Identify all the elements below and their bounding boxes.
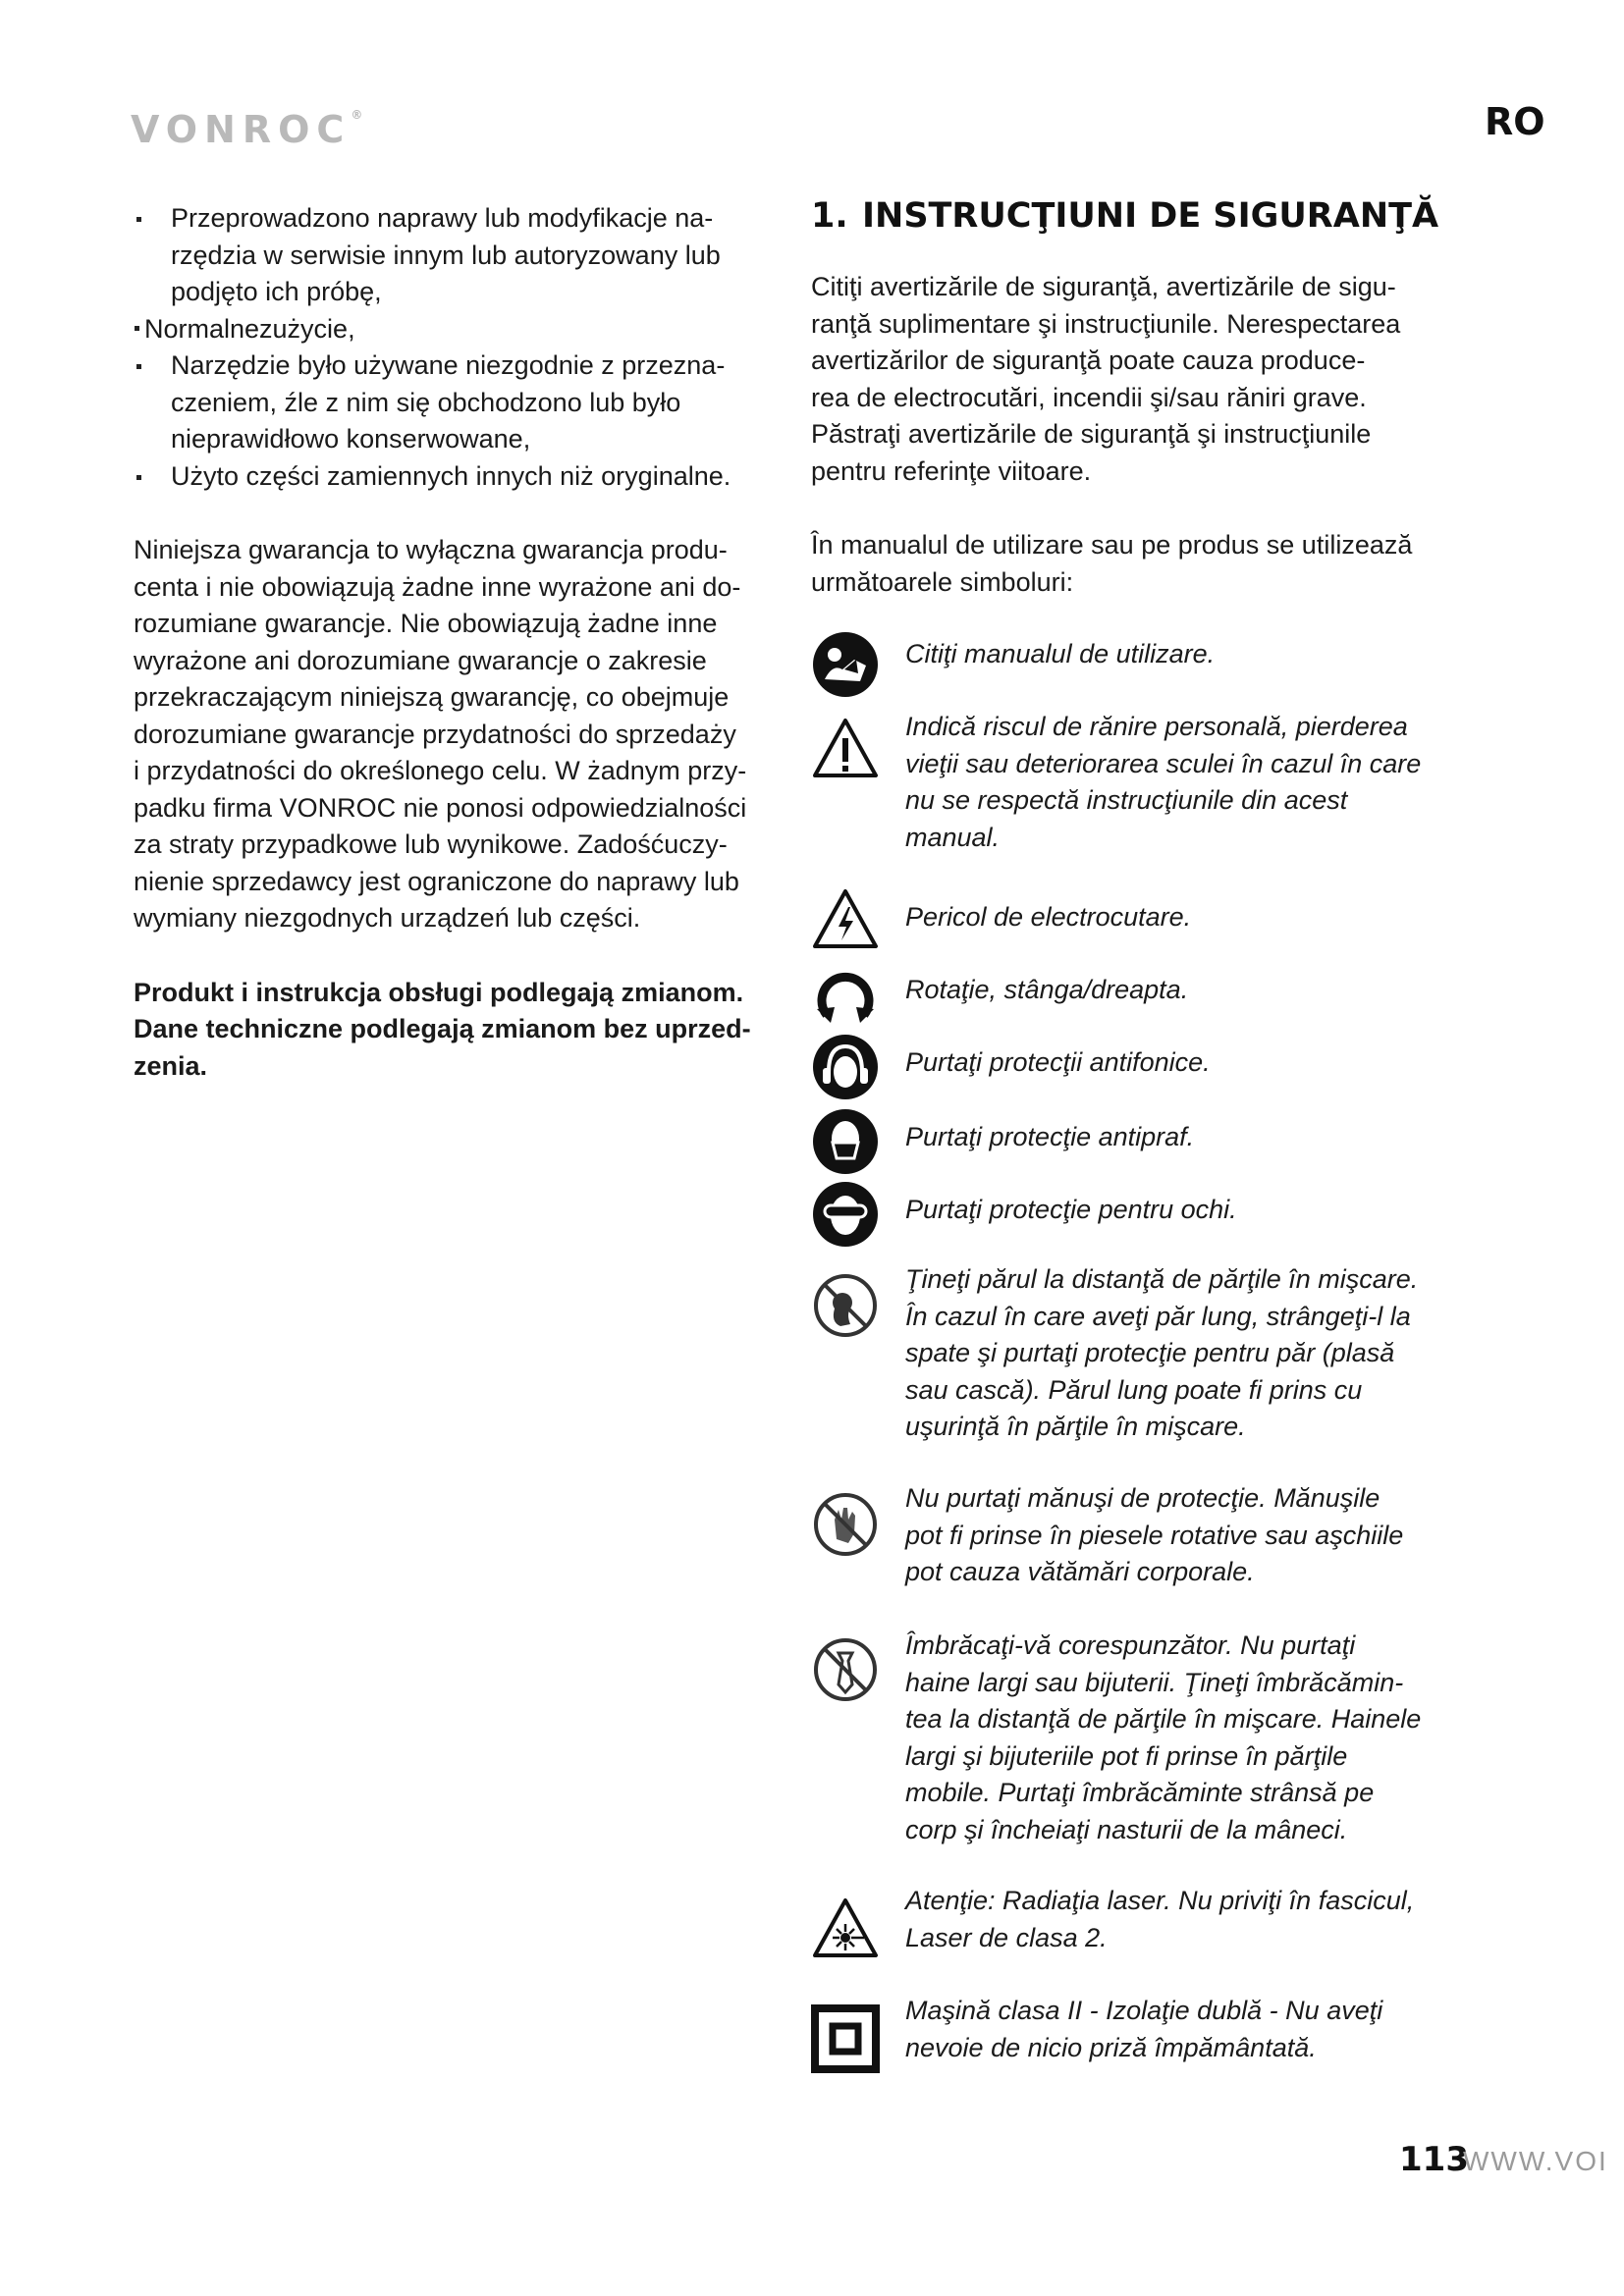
ear-protection-icon bbox=[811, 1033, 880, 1101]
brand-logo: VONROC® bbox=[131, 108, 363, 151]
symbol-text: Purtaţi protecţii antifonice. bbox=[905, 1047, 1211, 1077]
class-ii-double-insulation-icon bbox=[811, 2004, 880, 2073]
list-item: Użyto części zamiennych innych niż oryginalne. bbox=[134, 458, 791, 496]
no-loose-clothing-icon bbox=[811, 1635, 880, 1704]
language-code: RO bbox=[1485, 100, 1545, 143]
dust-mask-icon bbox=[811, 1107, 880, 1176]
list-item: Przeprowadzono naprawy lub modyfikacje na- rzędzia w serwisie innym lub autoryzowany lub podjęto ich próbę, bbox=[134, 200, 791, 311]
long-hair-prohibited-icon bbox=[811, 1271, 880, 1340]
symbol-text: Atenţie: Radiaţia laser. Nu priviţi în fascicul, Laser de clasa 2. bbox=[905, 1886, 1415, 1952]
warranty-paragraph: Niniejsza gwarancja to wyłączna gwarancja produ- centa i nie obowiązują żadne inne wyrażone ani do- rozumiane gwarancje. Nie obowiązują żadne inne wyrażone ani dorozumiane gwarancje o zakresie przekraczającym niniejszą gwarancję, co obejmuje dorozumiane gwarancje przydatności do sprzedaży i przydatności do określonego celu. W żadnym przy- padku firma VONROC nie ponosi odpowiedzialności za straty przypadkowe lub wynikowe. Zadośćuczy- nienie sprzedawcy jest ograniczone do naprawy lub wymiany niezgodnych urządzeń lub części. bbox=[134, 535, 747, 933]
symbol-text: Purtaţi protecţie antipraf. bbox=[905, 1122, 1195, 1151]
symbol-text: Rotaţie, stânga/dreapta. bbox=[905, 975, 1189, 1004]
symbol-text: Indică riscul de rănire personală, pierderea vieţii sau deteriorarea sculei în cazul în care nu se respectă instrucţiunile din acest manual. bbox=[905, 712, 1422, 852]
symbol-text: Nu purtaţi mănuşi de protecţie. Mănuşile pot fi prinse în piesele rotative sau aşchiile pot cauza vătămări corporale. bbox=[905, 1483, 1404, 1586]
symbols-intro: În manualul de utilizare sau pe produs se utilizează următoarele simboluri: bbox=[811, 530, 1413, 597]
change-notice: Produkt i instrukcja obsługi podlegają zmianom. Dane techniczne podlegają zmianom bez uprzed- zenia. bbox=[134, 977, 751, 1081]
rotation-icon bbox=[811, 960, 880, 1029]
warning-icon bbox=[811, 715, 880, 783]
symbol-text: Îmbrăcaţi-vă corespunzător. Nu purtaţi haine largi sau bijuterii. Ţineţi îmbrăcămin- tea la distanţă de părţile în mişcare. Hainele largi şi bijuteriile pot fi prinse în părţile mobile. Purtaţi îmbrăcăminte strânsă pe corp şi încheiaţi nasturii de la mâneci. bbox=[905, 1630, 1422, 1844]
electric-shock-icon bbox=[811, 885, 880, 954]
eye-protection-icon bbox=[811, 1180, 880, 1249]
read-manual-icon bbox=[811, 630, 880, 699]
website-url: WWW.VOI bbox=[1463, 2146, 1608, 2176]
left-column bbox=[134, 200, 791, 1085]
section-title: INSTRUCŢIUNI DE SIGURANŢĂ bbox=[862, 196, 1439, 236]
laser-warning-icon bbox=[811, 1895, 880, 1963]
section-number: 1. bbox=[811, 196, 848, 236]
no-gloves-icon bbox=[811, 1490, 880, 1559]
symbol-text: Citiţi manualul de utilizare. bbox=[905, 639, 1216, 668]
symbol-text: Ţineţi părul la distanţă de părţile în mişcare. În cazul în care aveţi păr lung, strângeţi-l la spate şi purtaţi protecţie pentru păr (plasă sau cască). Părul lung poate fi prins cu uşurinţă în părţile în mişcare. bbox=[905, 1264, 1419, 1441]
list-item: Narzędzie było używane niezgodnie z przezna- czeniem, źle z nim się obchodzono lub było nieprawidłowo konserwowane, bbox=[134, 347, 791, 458]
page-number: 113 bbox=[1399, 2140, 1469, 2179]
list-item: Normalnezużycie, bbox=[134, 311, 791, 348]
warranty-exclusions-list bbox=[134, 200, 791, 495]
right-column bbox=[811, 192, 1479, 601]
symbol-text: Pericol de electrocutare. bbox=[905, 902, 1192, 932]
bullet-icon bbox=[135, 326, 139, 331]
section-heading bbox=[811, 192, 1479, 240]
symbol-text: Maşină clasa II - Izolaţie dublă - Nu aveţi nevoie de nicio priză împământată. bbox=[905, 1996, 1383, 2062]
safety-intro: Citiţi avertizările de siguranţă, avertizările de sigu- ranţă suplimentare şi instrucţiunile. Nerespectarea avertizărilor de siguranţă poate cauza produce- rea de electrocutări, incendii şi/sau răniri grave. Păstraţi avertizările de siguranţă şi instrucţiunile pentru referinţe viitoare. bbox=[811, 272, 1401, 486]
symbol-text: Purtaţi protecţie pentru ochi. bbox=[905, 1195, 1237, 1224]
